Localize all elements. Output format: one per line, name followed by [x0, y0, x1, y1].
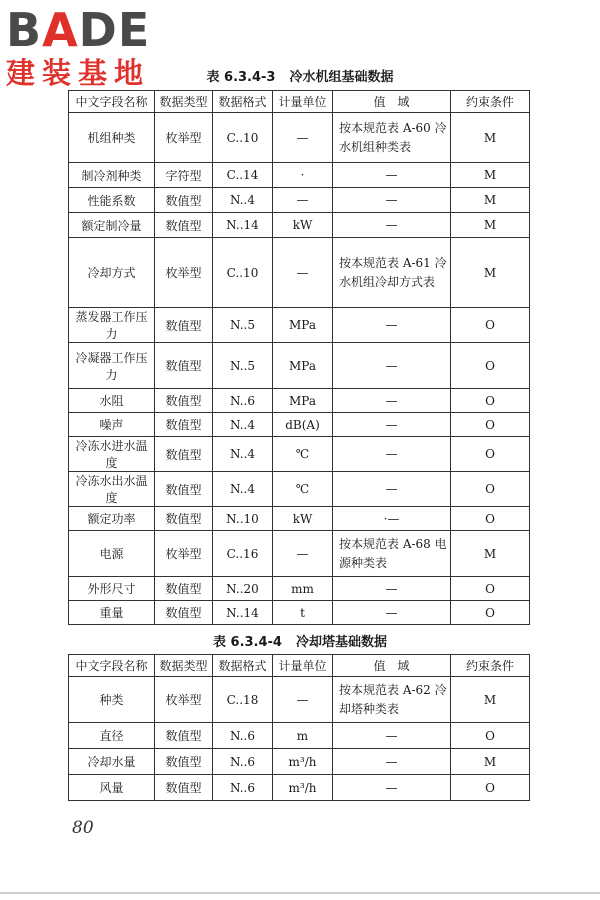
unit-cell: MPa	[273, 389, 333, 413]
constraint-cell: M	[451, 113, 530, 163]
domain-cell: 按本规范表 A-60 冷水机组种类表	[333, 113, 451, 163]
domain-cell: —	[333, 723, 451, 749]
data-type-cell: 数值型	[155, 601, 213, 625]
table-row	[69, 343, 530, 389]
data-format-cell: C..10	[213, 113, 273, 163]
data-format-cell: N..6	[213, 723, 273, 749]
table-row	[69, 188, 530, 213]
data-type-cell: 数值型	[155, 775, 213, 801]
unit-cell: —	[273, 188, 333, 213]
table-row	[69, 749, 530, 775]
field-name-cell: 冷却水量	[69, 749, 155, 775]
field-name-cell: 水阻	[69, 389, 155, 413]
data-format-cell: C..14	[213, 163, 273, 188]
field-name-cell: 外形尺寸	[69, 577, 155, 601]
constraint-cell: M	[451, 531, 530, 577]
table-row	[69, 531, 530, 577]
constraint-cell: O	[451, 413, 530, 437]
data-format-cell: N..5	[213, 308, 273, 343]
data-format-cell: N..20	[213, 577, 273, 601]
field-name-cell: 种类	[69, 677, 155, 723]
column-header: 数据类型	[155, 655, 213, 677]
table-row	[69, 507, 530, 531]
data-format-cell: N..14	[213, 601, 273, 625]
table-row	[69, 113, 530, 163]
domain-cell: —	[333, 163, 451, 188]
column-header: 中文字段名称	[69, 655, 155, 677]
data-type-cell: 数值型	[155, 577, 213, 601]
column-header: 值 域	[333, 655, 451, 677]
table-row	[69, 238, 530, 308]
column-header: 计量单位	[273, 655, 333, 677]
field-name-cell: 额定制冷量	[69, 213, 155, 238]
column-header: 数据格式	[213, 655, 273, 677]
table-row	[69, 723, 530, 749]
data-format-cell: N..14	[213, 213, 273, 238]
data-type-cell: 数值型	[155, 437, 213, 472]
unit-cell: m	[273, 723, 333, 749]
data-type-cell: 数值型	[155, 389, 213, 413]
domain-cell: ·—	[333, 507, 451, 531]
constraint-cell: M	[451, 749, 530, 775]
field-name-cell: 风量	[69, 775, 155, 801]
constraint-cell: O	[451, 308, 530, 343]
data-type-cell: 数值型	[155, 472, 213, 507]
constraint-cell: M	[451, 163, 530, 188]
data-type-cell: 数值型	[155, 343, 213, 389]
table-row	[69, 577, 530, 601]
unit-cell: mm	[273, 577, 333, 601]
unit-cell: MPa	[273, 343, 333, 389]
unit-cell: dB(A)	[273, 413, 333, 437]
chiller-data-table	[68, 90, 530, 625]
field-name-cell: 性能系数	[69, 188, 155, 213]
field-name-cell: 冷冻水出水温度	[69, 472, 155, 507]
domain-cell: —	[333, 601, 451, 625]
column-header: 数据格式	[213, 91, 273, 113]
domain-cell: —	[333, 775, 451, 801]
unit-cell: —	[273, 113, 333, 163]
data-type-cell: 数值型	[155, 749, 213, 775]
data-type-cell: 字符型	[155, 163, 213, 188]
logo-wordmark: BADE	[6, 3, 151, 57]
unit-cell: ℃	[273, 437, 333, 472]
data-type-cell: 枚举型	[155, 238, 213, 308]
field-name-cell: 噪声	[69, 413, 155, 437]
data-format-cell: N..4	[213, 472, 273, 507]
data-type-cell: 数值型	[155, 188, 213, 213]
data-type-cell: 数值型	[155, 723, 213, 749]
table-row	[69, 677, 530, 723]
unit-cell: —	[273, 238, 333, 308]
data-format-cell: N..5	[213, 343, 273, 389]
table2-caption: 表 6.3.4-4 冷却塔基础数据	[213, 635, 387, 650]
domain-cell: —	[333, 188, 451, 213]
table-row	[69, 163, 530, 188]
domain-cell: —	[333, 472, 451, 507]
unit-cell: m³/h	[273, 749, 333, 775]
data-format-cell: N..4	[213, 437, 273, 472]
column-header: 约束条件	[451, 91, 530, 113]
constraint-cell: O	[451, 507, 530, 531]
domain-cell: 按本规范表 A-62 冷却塔种类表	[333, 677, 451, 723]
unit-cell: —	[273, 531, 333, 577]
domain-cell: —	[333, 389, 451, 413]
unit-cell: ·	[273, 163, 333, 188]
column-header: 值 域	[333, 91, 451, 113]
constraint-cell: O	[451, 775, 530, 801]
unit-cell: MPa	[273, 308, 333, 343]
data-format-cell: N..6	[213, 389, 273, 413]
table-row	[69, 601, 530, 625]
field-name-cell: 额定功率	[69, 507, 155, 531]
table-row	[69, 472, 530, 507]
table-row	[69, 775, 530, 801]
field-name-cell: 冷凝器工作压力	[69, 343, 155, 389]
domain-cell: —	[333, 213, 451, 238]
domain-cell: —	[333, 577, 451, 601]
domain-cell: 按本规范表 A-68 电源种类表	[333, 531, 451, 577]
field-name-cell: 直径	[69, 723, 155, 749]
data-type-cell: 数值型	[155, 507, 213, 531]
table-row	[69, 308, 530, 343]
column-header: 数据类型	[155, 91, 213, 113]
constraint-cell: O	[451, 437, 530, 472]
table-row	[69, 389, 530, 413]
table-header-row	[69, 655, 530, 677]
data-format-cell: N..10	[213, 507, 273, 531]
table-row	[69, 413, 530, 437]
constraint-cell: M	[451, 677, 530, 723]
page-number: 80	[72, 818, 94, 838]
constraint-cell: M	[451, 213, 530, 238]
field-name-cell: 冷却方式	[69, 238, 155, 308]
unit-cell: ℃	[273, 472, 333, 507]
constraint-cell: O	[451, 723, 530, 749]
constraint-cell: O	[451, 343, 530, 389]
domain-cell: —	[333, 343, 451, 389]
table-row	[69, 213, 530, 238]
column-header: 计量单位	[273, 91, 333, 113]
unit-cell: m³/h	[273, 775, 333, 801]
data-type-cell: 数值型	[155, 308, 213, 343]
data-format-cell: N..4	[213, 188, 273, 213]
data-format-cell: N..4	[213, 413, 273, 437]
constraint-cell: M	[451, 238, 530, 308]
unit-cell: —	[273, 677, 333, 723]
constraint-cell: O	[451, 577, 530, 601]
domain-cell: —	[333, 749, 451, 775]
domain-cell: 按本规范表 A-61 冷水机组冷却方式表	[333, 238, 451, 308]
data-format-cell: C..10	[213, 238, 273, 308]
constraint-cell: O	[451, 389, 530, 413]
table1-caption: 表 6.3.4-3 冷水机组基础数据	[206, 70, 394, 85]
unit-cell: kW	[273, 507, 333, 531]
data-format-cell: C..16	[213, 531, 273, 577]
logo-subtitle: 建装基地	[6, 56, 151, 90]
field-name-cell: 蒸发器工作压力	[69, 308, 155, 343]
data-format-cell: N..6	[213, 749, 273, 775]
unit-cell: t	[273, 601, 333, 625]
field-name-cell: 电源	[69, 531, 155, 577]
data-type-cell: 数值型	[155, 213, 213, 238]
data-type-cell: 枚举型	[155, 113, 213, 163]
data-format-cell: N..6	[213, 775, 273, 801]
data-type-cell: 枚举型	[155, 531, 213, 577]
constraint-cell: M	[451, 188, 530, 213]
constraint-cell: O	[451, 472, 530, 507]
field-name-cell: 制冷剂种类	[69, 163, 155, 188]
domain-cell: —	[333, 437, 451, 472]
field-name-cell: 重量	[69, 601, 155, 625]
data-type-cell: 枚举型	[155, 677, 213, 723]
column-header: 约束条件	[451, 655, 530, 677]
domain-cell: —	[333, 413, 451, 437]
data-format-cell: C..18	[213, 677, 273, 723]
cooling-tower-data-table	[68, 654, 530, 801]
field-name-cell: 冷冻水进水温度	[69, 437, 155, 472]
data-type-cell: 数值型	[155, 413, 213, 437]
column-header: 中文字段名称	[69, 91, 155, 113]
scan-edge	[0, 892, 600, 894]
constraint-cell: O	[451, 601, 530, 625]
unit-cell: kW	[273, 213, 333, 238]
field-name-cell: 机组种类	[69, 113, 155, 163]
table-header-row	[69, 91, 530, 113]
table-row	[69, 437, 530, 472]
domain-cell: —	[333, 308, 451, 343]
